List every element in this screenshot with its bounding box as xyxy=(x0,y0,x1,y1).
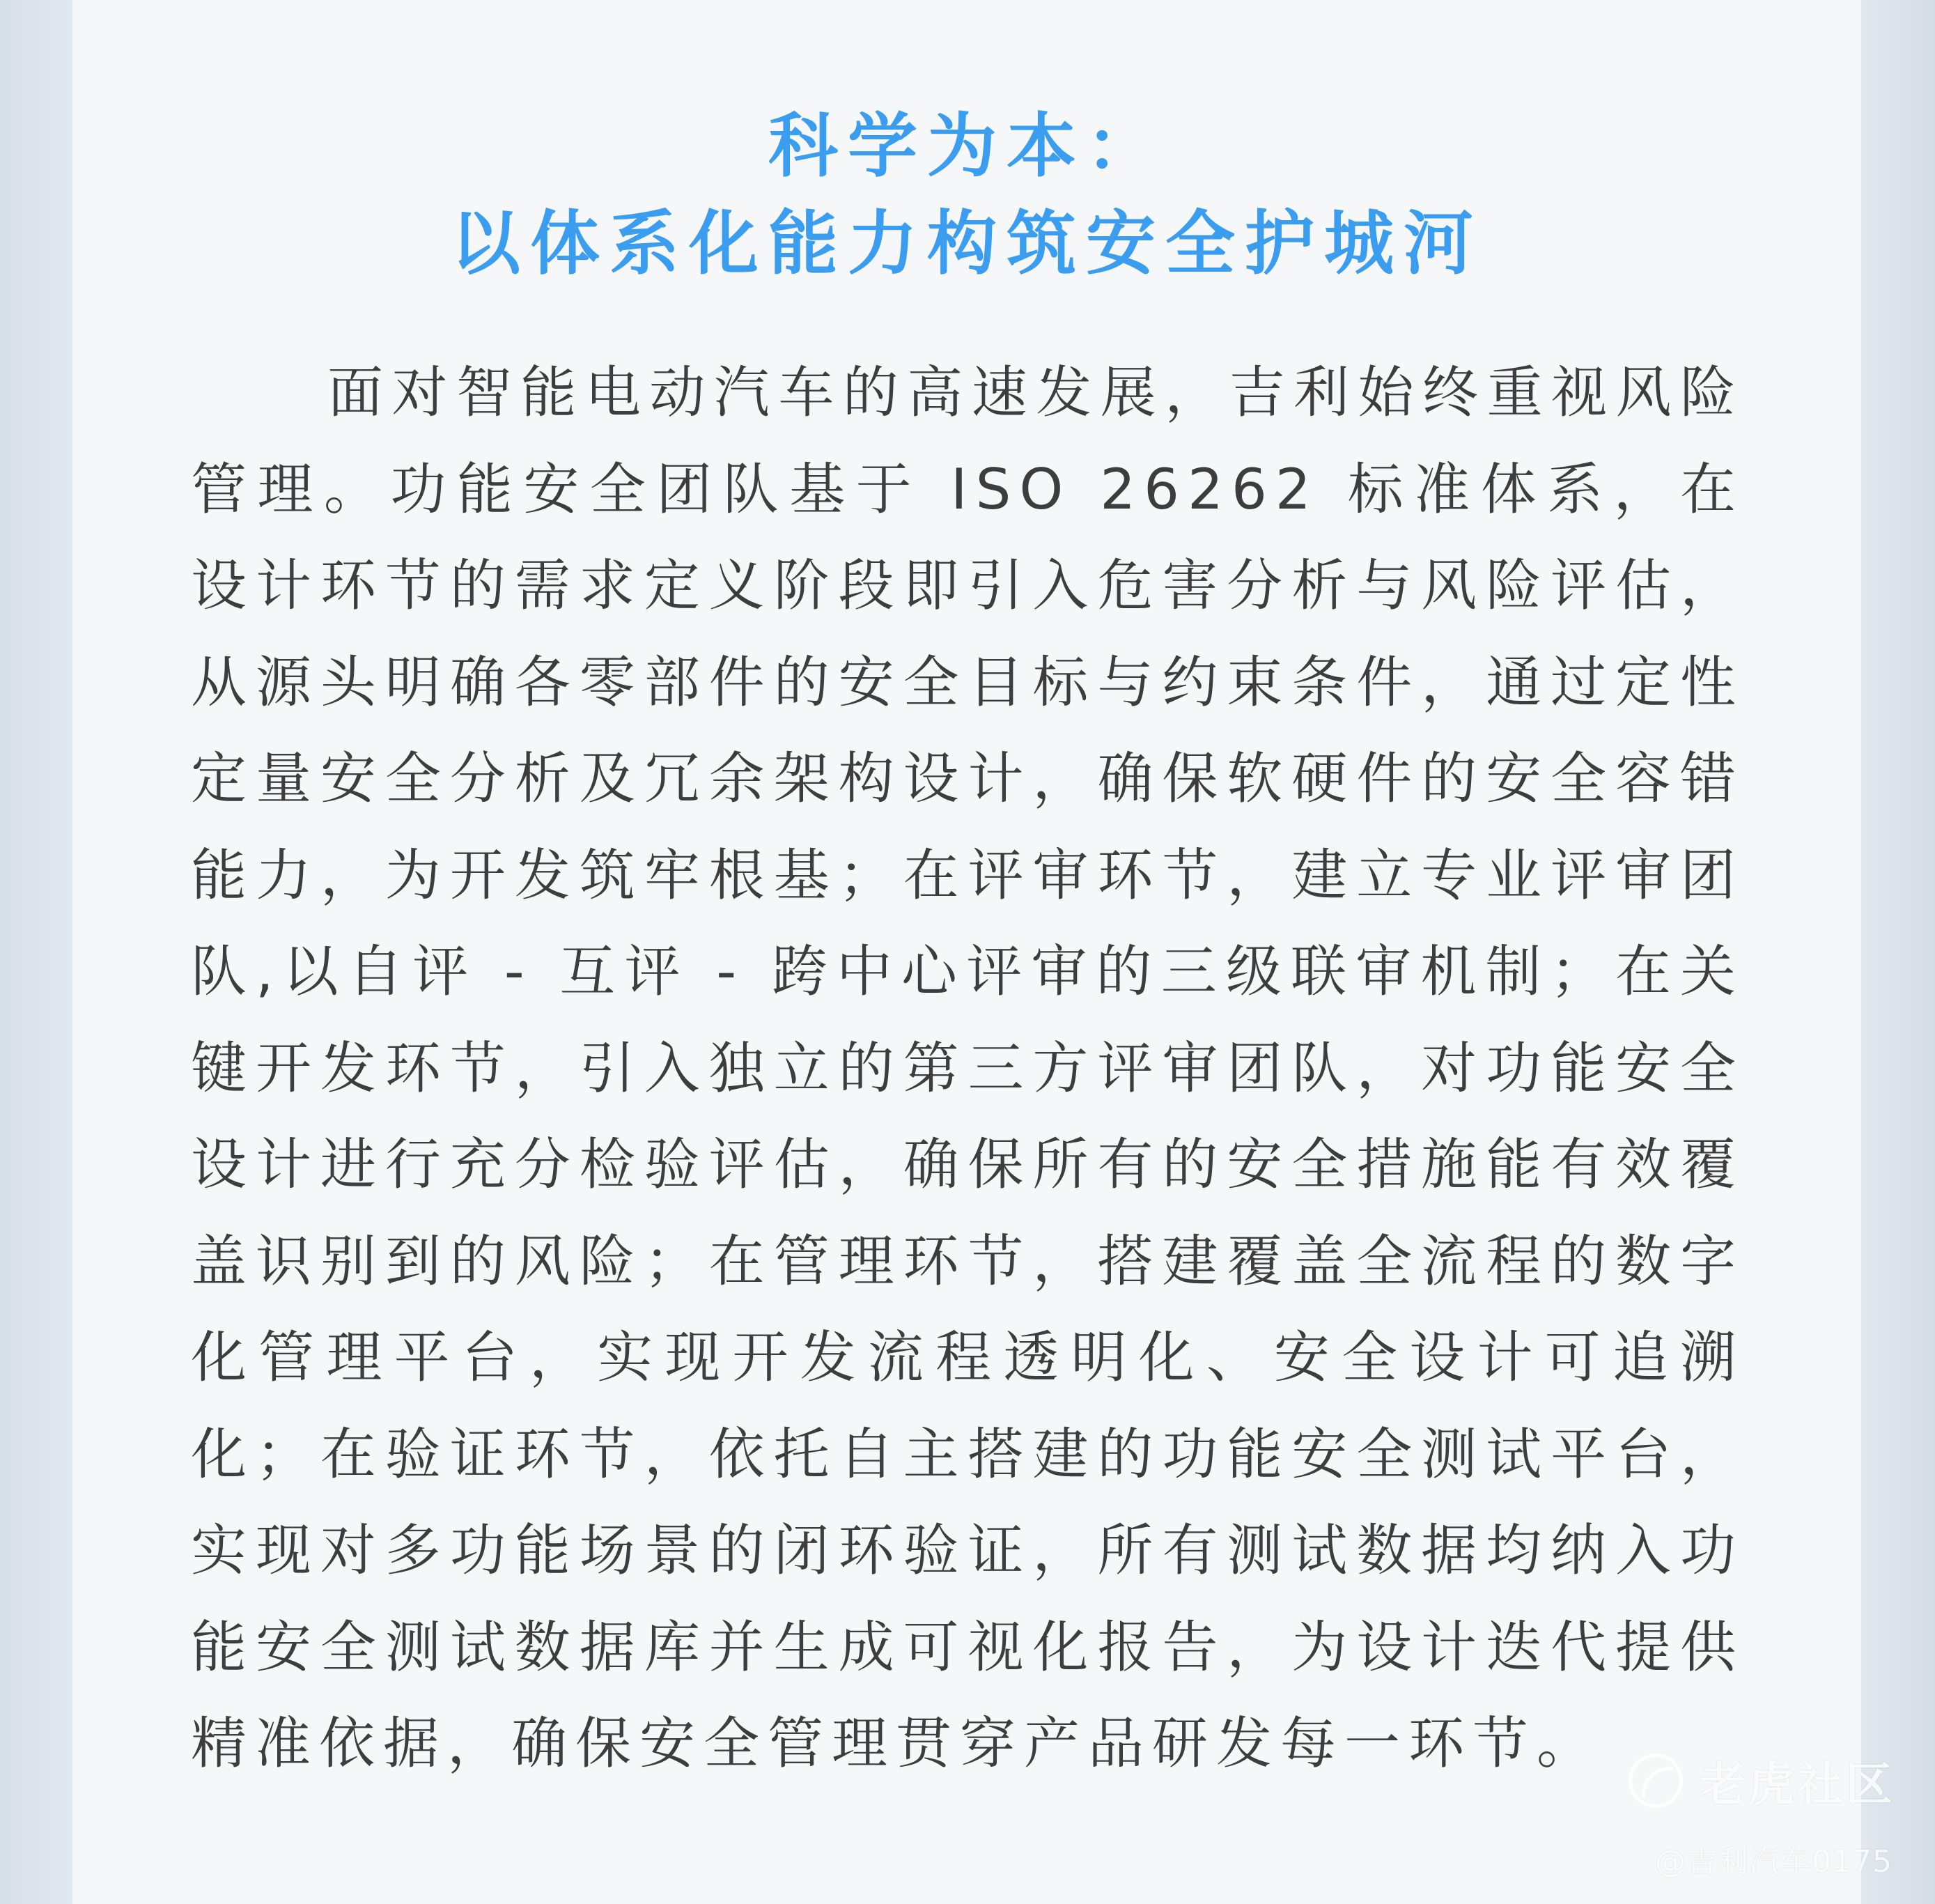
watermark-name: 老虎社区 xyxy=(1700,1758,1895,1811)
right-margin xyxy=(1861,0,1935,1904)
heading-line-2: 以体系化能力构筑安全护城河 xyxy=(451,203,1483,284)
watermark-logo xyxy=(1629,1747,1895,1813)
watermark-handle: @吉利汽车0175 xyxy=(1655,1844,1893,1880)
article-heading xyxy=(72,98,1861,293)
heading-line-1: 科学为本： xyxy=(768,105,1165,187)
tiger-logo-icon xyxy=(1629,1754,1683,1808)
left-margin xyxy=(0,0,72,1904)
article-card xyxy=(72,0,1861,1904)
article-paragraph: 面对智能电动汽车的高速发展，吉利始终重视风险管理。功能安全团队基于 ISO 26262 标准体系，在设计环节的需求定义阶段即引入危害分析与风险评估，从源头明确各零部件的安全目标与约束条件，通过定性定量安全分析及冗余架构设计，确保软硬件的安全容错能力，为开发筑牢根基；在评审环节，建立专业评审团队,以自评 - 互评 - 跨中心评审的三级联审机制；在关键开发环节，引入独立的第三方评审团队，对功能安全设计进行充分检验评估，确保所有的安全措施能有效覆盖识别到的风险；在管理环节，搭建覆盖全流程的数字化管理平台，实现开发流程透明化、安全设计可追溯化；在验证环节，依托自主搭建的功能安全测试平台，实现对多功能场景的闭环验证，所有测试数据均纳入功能安全测试数据库并生成可视化报告，为设计迭代提供精准依据，确保安全管理贯穿产品研发每一环节。 xyxy=(191,360,1744,1776)
